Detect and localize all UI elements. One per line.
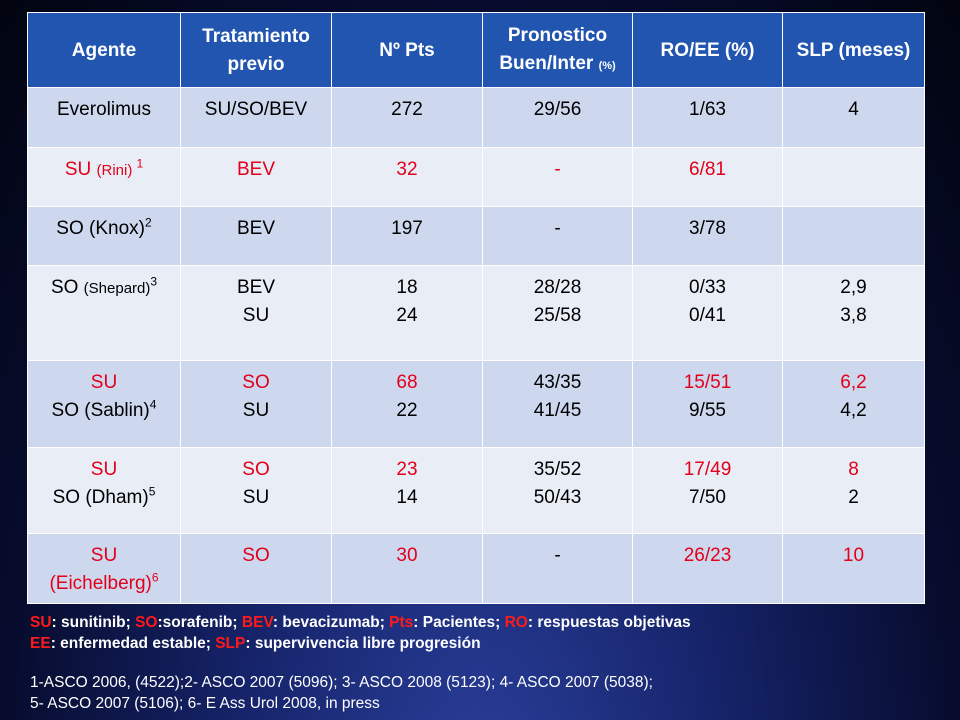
header-pronostico: Pronostico Buen/Inter (%) [483, 13, 633, 88]
cell-agent: SO (Shepard)$^3$ [28, 266, 181, 361]
cell-pronostico: - [483, 148, 633, 207]
header-tratamiento-previo: Tratamiento previo [181, 13, 332, 88]
cell-slp [783, 148, 925, 207]
cell-slp: 4 [783, 88, 925, 148]
table-row [28, 207, 925, 266]
header-n-pts: Nº Pts [332, 13, 483, 88]
references-line1: 1-ASCO 2006, (4522);2- ASCO 2007 (5096); 3- ASCO 2008 (5123); 4- ASCO 2007 (5038); [30, 674, 653, 691]
cell-agent: SU (Eichelberg)$^6$ [28, 534, 181, 604]
cell-pts: 32 [332, 148, 483, 207]
cell-tratamiento: BEV [181, 148, 332, 207]
cell-ro-ee: 15/51 9/55 [633, 361, 783, 448]
cell-tratamiento: SO SU [181, 448, 332, 534]
abbreviation-legend-line1: SU: sunitinib; SO:sorafenib; BEV: bevacizumab; Pts: Pacientes; RO: respuestas objetivas [30, 614, 691, 631]
cell-pts: 272 [332, 88, 483, 148]
cell-agent: SO (Knox)$^2$ [28, 207, 181, 266]
cell-pronostico: 43/35 41/45 [483, 361, 633, 448]
cell-pronostico: - [483, 207, 633, 266]
cell-pronostico: 29/56 [483, 88, 633, 148]
cell-tratamiento: SU/SO/BEV [181, 88, 332, 148]
cell-pronostico: - [483, 534, 633, 604]
cell-ro-ee: 6/81 [633, 148, 783, 207]
cell-pts: 23 14 [332, 448, 483, 534]
header-agente: Agente [28, 13, 181, 88]
cell-tratamiento: BEV SU [181, 266, 332, 361]
cell-pts: 30 [332, 534, 483, 604]
agents-table [27, 12, 925, 604]
cell-agent: Everolimus [28, 88, 181, 148]
cell-agent: SU (Rini) $^1$ [28, 148, 181, 207]
cell-ro-ee: 0/33 0/41 [633, 266, 783, 361]
cell-tratamiento: BEV [181, 207, 332, 266]
cell-tratamiento: SO SU [181, 361, 332, 448]
cell-slp: 2,9 3,8 [783, 266, 925, 361]
cell-pts: 68 22 [332, 361, 483, 448]
table-row [28, 534, 925, 604]
cell-pronostico: 28/28 25/58 [483, 266, 633, 361]
table-row [28, 88, 925, 148]
cell-pts: 18 24 [332, 266, 483, 361]
cell-ro-ee: 17/49 7/50 [633, 448, 783, 534]
cell-agent: SU SO (Dham)$^5$ [28, 448, 181, 534]
references-line2: 5- ASCO 2007 (5106); 6- E Ass Urol 2008, in press [30, 695, 380, 712]
cell-slp: 10 [783, 534, 925, 604]
cell-pronostico: 35/52 50/43 [483, 448, 633, 534]
cell-slp: 6,2 4,2 [783, 361, 925, 448]
cell-slp [783, 207, 925, 266]
cell-agent: SU SO (Sablin)$^4$ [28, 361, 181, 448]
cell-tratamiento: SO [181, 534, 332, 604]
table-row [28, 448, 925, 534]
table-header-row [28, 13, 925, 88]
cell-ro-ee: 26/23 [633, 534, 783, 604]
cell-pts: 197 [332, 207, 483, 266]
table-row [28, 148, 925, 207]
cell-ro-ee: 1/63 [633, 88, 783, 148]
cell-ro-ee: 3/78 [633, 207, 783, 266]
header-slp: SLP (meses) [783, 13, 925, 88]
header-ro-ee: RO/EE (%) [633, 13, 783, 88]
table-row [28, 361, 925, 448]
cell-slp: 8 2 [783, 448, 925, 534]
table-row [28, 266, 925, 361]
abbreviation-legend-line2: EE: enfermedad estable; SLP: supervivencia libre progresión [30, 635, 481, 652]
